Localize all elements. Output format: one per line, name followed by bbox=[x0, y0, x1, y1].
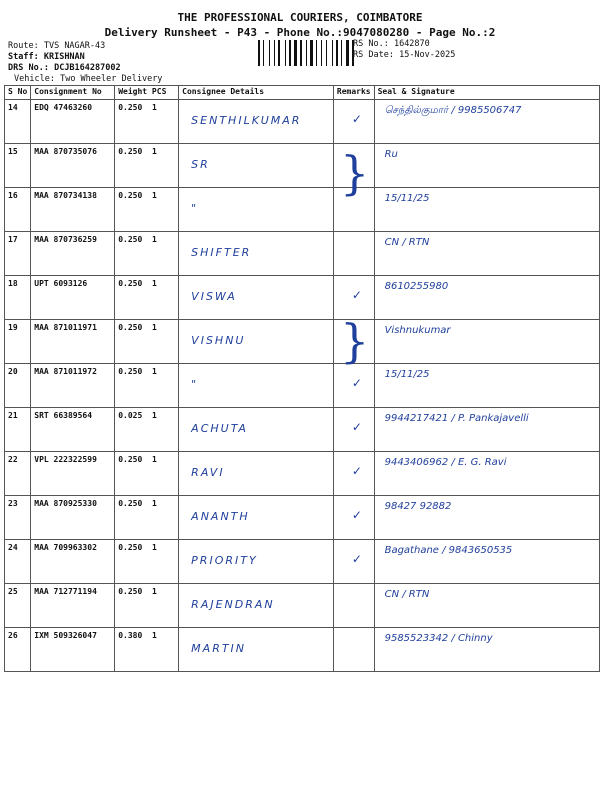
row-consignee bbox=[179, 188, 334, 232]
table-row bbox=[5, 496, 600, 540]
signature-text: CN / RTN bbox=[384, 237, 430, 248]
rs-no-line: RS No.: 1642870 bbox=[353, 39, 430, 49]
row-signature bbox=[374, 320, 599, 364]
row-remarks bbox=[333, 408, 374, 452]
remark-mark: ✓ bbox=[351, 288, 362, 302]
row-weight-pcs bbox=[115, 100, 179, 144]
row-weight-pcs bbox=[115, 408, 179, 452]
col-signature: Seal & Signature bbox=[374, 86, 599, 100]
row-remarks bbox=[333, 584, 374, 628]
col-weight-pcs: Weight PCS bbox=[115, 86, 179, 100]
table-row bbox=[5, 364, 600, 408]
row-consignee bbox=[179, 540, 334, 584]
barcode-bar bbox=[300, 40, 302, 66]
barcode-bar bbox=[321, 40, 322, 66]
row-sno: 20 bbox=[5, 364, 31, 408]
row-consignment-no: MAA 870735076 bbox=[31, 144, 115, 188]
signature-text: Vishnukumar bbox=[384, 325, 451, 336]
row-sno: 23 bbox=[5, 496, 31, 540]
row-sno: 14 bbox=[5, 100, 31, 144]
signature-text: 9944217421 / P. Pankajavelli bbox=[384, 413, 529, 424]
row-pcs: 1 bbox=[151, 411, 157, 420]
row-weight: 0.250 bbox=[118, 279, 143, 288]
row-weight-pcs bbox=[115, 628, 179, 672]
table-row bbox=[5, 452, 600, 496]
signature-text: Ru bbox=[384, 149, 398, 160]
row-consignment-no: MAA 870734138 bbox=[31, 188, 115, 232]
barcode-bar bbox=[294, 40, 297, 66]
row-signature bbox=[374, 144, 599, 188]
row-pcs: 1 bbox=[151, 455, 157, 464]
row-weight: 0.250 bbox=[118, 147, 143, 156]
row-consignee bbox=[179, 452, 334, 496]
row-weight: 0.250 bbox=[118, 455, 143, 464]
route-line: Route: TVS NAGAR-43 bbox=[8, 41, 106, 51]
row-weight-pcs bbox=[115, 232, 179, 276]
row-sno: 21 bbox=[5, 408, 31, 452]
barcode-bar bbox=[336, 40, 338, 66]
row-consignment-no: IXM 509326047 bbox=[31, 628, 115, 672]
remark-mark: ✓ bbox=[351, 112, 362, 126]
rs-date-line: RS Date: 15-Nov-2025 bbox=[353, 50, 456, 60]
row-weight-pcs bbox=[115, 144, 179, 188]
consignee-name: RAVI bbox=[191, 466, 225, 479]
signature-text: செந்தில்குமார் / 9985506747 bbox=[384, 105, 522, 116]
brace-mark: } bbox=[340, 314, 370, 368]
consignee-name: PRIORITY bbox=[191, 554, 258, 567]
barcode-bar bbox=[341, 40, 342, 66]
brace-mark: } bbox=[340, 146, 370, 200]
row-sno: 25 bbox=[5, 584, 31, 628]
remark-mark: ✓ bbox=[351, 376, 362, 390]
remark-mark: ✓ bbox=[351, 420, 362, 434]
consignee-name: SR bbox=[191, 158, 210, 171]
drs-line: DRS No.: DCJB164287002 bbox=[8, 63, 121, 73]
row-weight: 0.025 bbox=[118, 411, 143, 420]
barcode-bar bbox=[326, 40, 327, 66]
row-consignee bbox=[179, 276, 334, 320]
row-weight: 0.250 bbox=[118, 323, 143, 332]
runsheet-table bbox=[4, 85, 600, 672]
row-consignment-no: MAA 712771194 bbox=[31, 584, 115, 628]
row-signature bbox=[374, 584, 599, 628]
row-consignee bbox=[179, 100, 334, 144]
consignee-name: RAJENDRAN bbox=[191, 598, 275, 611]
row-consignment-no: MAA 871011972 bbox=[31, 364, 115, 408]
row-weight-pcs bbox=[115, 496, 179, 540]
row-signature bbox=[374, 496, 599, 540]
barcode-bar bbox=[310, 40, 313, 66]
row-weight: 0.250 bbox=[118, 191, 143, 200]
row-pcs: 1 bbox=[151, 279, 157, 288]
row-remarks bbox=[333, 628, 374, 672]
row-weight-pcs bbox=[115, 540, 179, 584]
barcode-bar bbox=[274, 40, 275, 66]
consignee-name: MARTIN bbox=[191, 642, 247, 655]
col-sno: S No bbox=[5, 86, 31, 100]
row-sno: 16 bbox=[5, 188, 31, 232]
row-consignment-no: MAA 871011971 bbox=[31, 320, 115, 364]
row-sno: 17 bbox=[5, 232, 31, 276]
row-pcs: 1 bbox=[151, 235, 157, 244]
runsheet-subtitle: Delivery Runsheet - P43 - Phone No.:9047080280 - Page No.:2 bbox=[104, 26, 496, 39]
row-weight-pcs bbox=[115, 452, 179, 496]
table-row bbox=[5, 540, 600, 584]
table-row bbox=[5, 408, 600, 452]
row-weight-pcs bbox=[115, 188, 179, 232]
barcode-bar bbox=[263, 40, 264, 66]
row-consignee bbox=[179, 364, 334, 408]
row-signature bbox=[374, 232, 599, 276]
row-consignee bbox=[179, 320, 334, 364]
row-remarks bbox=[333, 100, 374, 144]
table-row bbox=[5, 584, 600, 628]
row-remarks bbox=[333, 540, 374, 584]
barcode-bar bbox=[306, 40, 307, 66]
row-remarks bbox=[333, 496, 374, 540]
row-consignee bbox=[179, 628, 334, 672]
remark-mark: ✓ bbox=[351, 464, 362, 478]
consignee-name: ANANTH bbox=[191, 510, 250, 523]
row-signature bbox=[374, 188, 599, 232]
table-row bbox=[5, 320, 600, 364]
consignee-name: SHIFTER bbox=[191, 246, 252, 259]
row-remarks bbox=[333, 364, 374, 408]
row-weight-pcs bbox=[115, 584, 179, 628]
staff-line: Staff: KRISHNAN bbox=[8, 52, 85, 62]
row-consignee bbox=[179, 232, 334, 276]
row-remarks bbox=[333, 276, 374, 320]
consignee-name: " bbox=[191, 378, 199, 391]
row-pcs: 1 bbox=[151, 631, 157, 640]
consignee-name: SENTHILKUMAR bbox=[191, 114, 302, 127]
row-consignment-no: MAA 870925330 bbox=[31, 496, 115, 540]
table-row bbox=[5, 100, 600, 144]
barcode-bar bbox=[316, 40, 317, 66]
row-weight: 0.250 bbox=[118, 499, 143, 508]
signature-text: Bagathane / 9843650535 bbox=[384, 545, 513, 556]
row-consignee bbox=[179, 144, 334, 188]
col-remarks: Remarks bbox=[333, 86, 374, 100]
table-row bbox=[5, 276, 600, 320]
signature-text: 15/11/25 bbox=[384, 193, 430, 204]
consignee-name: VISWA bbox=[191, 290, 237, 303]
signature-text: 9585523342 / Chinny bbox=[384, 633, 493, 644]
col-consignee: Consignee Details bbox=[179, 86, 334, 100]
row-sno: 24 bbox=[5, 540, 31, 584]
row-signature bbox=[374, 628, 599, 672]
remark-mark: ✓ bbox=[351, 552, 362, 566]
barcode-bar bbox=[289, 40, 291, 66]
consignee-name: VISHNU bbox=[191, 334, 246, 347]
row-consignee bbox=[179, 496, 334, 540]
signature-text: 98427 92882 bbox=[384, 501, 452, 512]
row-remarks bbox=[333, 452, 374, 496]
row-pcs: 1 bbox=[151, 323, 157, 332]
row-signature bbox=[374, 100, 599, 144]
row-sno: 15 bbox=[5, 144, 31, 188]
table-row bbox=[5, 144, 600, 188]
row-weight: 0.250 bbox=[118, 103, 143, 112]
row-signature bbox=[374, 364, 599, 408]
row-weight-pcs bbox=[115, 320, 179, 364]
row-weight: 0.250 bbox=[118, 235, 143, 244]
consignee-name: ACHUTA bbox=[191, 422, 248, 435]
barcode bbox=[258, 40, 350, 66]
row-weight: 0.250 bbox=[118, 587, 143, 596]
row-signature bbox=[374, 408, 599, 452]
row-consignee bbox=[179, 408, 334, 452]
row-consignment-no: SRT 66389564 bbox=[31, 408, 115, 452]
table-row bbox=[5, 188, 600, 232]
row-pcs: 1 bbox=[151, 543, 157, 552]
barcode-bar bbox=[285, 40, 286, 66]
row-pcs: 1 bbox=[151, 499, 157, 508]
row-signature bbox=[374, 276, 599, 320]
row-consignment-no: VPL 222322599 bbox=[31, 452, 115, 496]
col-consignment: Consignment No bbox=[31, 86, 115, 100]
company-title: THE PROFESSIONAL COURIERS, COIMBATORE bbox=[177, 11, 423, 24]
row-weight-pcs bbox=[115, 364, 179, 408]
barcode-bar bbox=[269, 40, 270, 66]
barcode-bar bbox=[346, 40, 349, 66]
remark-mark: ✓ bbox=[351, 508, 362, 522]
row-signature bbox=[374, 540, 599, 584]
signature-text: 15/11/25 bbox=[384, 369, 430, 380]
row-weight: 0.250 bbox=[118, 543, 143, 552]
row-weight-pcs bbox=[115, 276, 179, 320]
signature-text: CN / RTN bbox=[384, 589, 430, 600]
row-consignment-no: EDQ 47463260 bbox=[31, 100, 115, 144]
row-signature bbox=[374, 452, 599, 496]
row-consignment-no: UPT 6093126 bbox=[31, 276, 115, 320]
barcode-bar bbox=[278, 40, 280, 66]
row-consignee bbox=[179, 584, 334, 628]
row-pcs: 1 bbox=[151, 587, 157, 596]
row-consignment-no: MAA 870736259 bbox=[31, 232, 115, 276]
consignee-name: " bbox=[191, 202, 199, 215]
signature-text: 8610255980 bbox=[384, 281, 449, 292]
row-pcs: 1 bbox=[151, 147, 157, 156]
row-pcs: 1 bbox=[151, 367, 157, 376]
barcode-bar bbox=[258, 40, 260, 66]
row-pcs: 1 bbox=[151, 103, 157, 112]
row-remarks bbox=[333, 232, 374, 276]
row-sno: 18 bbox=[5, 276, 31, 320]
vehicle-line: Vehicle: Two Wheeler Delivery bbox=[14, 74, 163, 84]
table-row bbox=[5, 628, 600, 672]
signature-text: 9443406962 / E. G. Ravi bbox=[384, 457, 507, 468]
row-consignment-no: MAA 709963302 bbox=[31, 540, 115, 584]
row-sno: 19 bbox=[5, 320, 31, 364]
row-weight: 0.380 bbox=[118, 631, 143, 640]
row-sno: 22 bbox=[5, 452, 31, 496]
barcode-bar bbox=[332, 40, 333, 66]
table-header bbox=[5, 86, 600, 100]
row-pcs: 1 bbox=[151, 191, 157, 200]
row-sno: 26 bbox=[5, 628, 31, 672]
row-weight: 0.250 bbox=[118, 367, 143, 376]
table-row bbox=[5, 232, 600, 276]
